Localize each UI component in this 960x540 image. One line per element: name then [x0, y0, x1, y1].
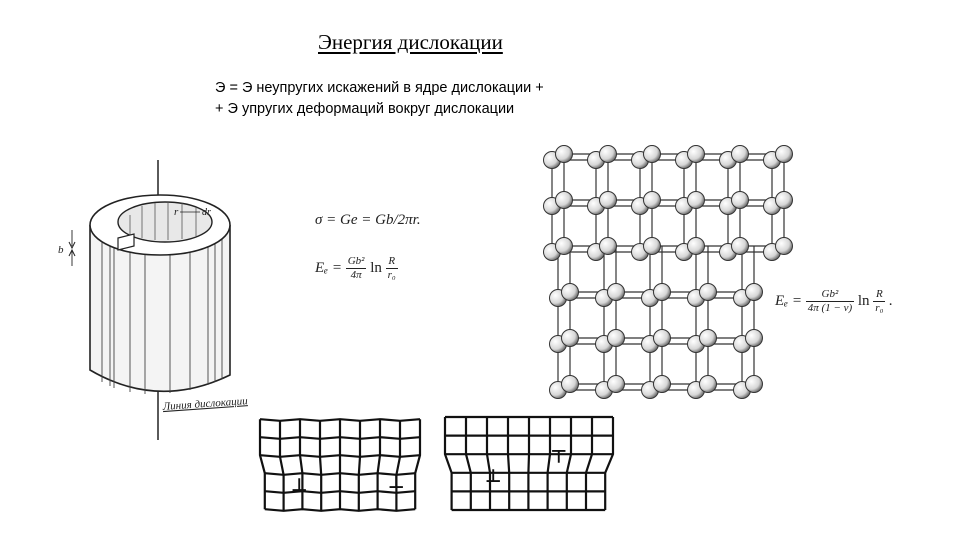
lattice-atom	[608, 284, 625, 301]
energy-formula-screw-fraction	[346, 255, 367, 282]
energy-formula-edge	[775, 288, 893, 315]
energy-formula-edge-denominator: 4π (1 − ν)	[807, 302, 853, 314]
dislocation-symbol-right-1: ⊥	[550, 445, 567, 466]
energy-formula-edge-numerator: Gb²	[806, 288, 854, 302]
lattice-atom	[600, 146, 617, 163]
label-b: b	[58, 244, 64, 256]
energy-formula-screw-denominator: 4π	[350, 269, 362, 281]
grid-vertical-line	[320, 421, 321, 511]
lattice-atom	[654, 284, 671, 301]
energy-formula-edge-ln: ln	[857, 292, 870, 309]
lattice-atom	[732, 238, 749, 255]
lattice-atom	[654, 330, 671, 347]
lattice-atom	[608, 330, 625, 347]
edge-dislocation-grid-right	[445, 412, 615, 512]
lattice-atom	[776, 238, 793, 255]
lattice-atom	[644, 146, 661, 163]
lattice-atom	[746, 284, 763, 301]
lattice-atom	[562, 376, 579, 393]
dislocation-symbol-left-2: ⊥	[388, 472, 405, 493]
lattice-atom	[732, 192, 749, 209]
lattice-atom	[776, 192, 793, 209]
energy-formula-edge-ln-denominator: r₀	[875, 302, 884, 314]
energy-formula-edge-ln-numerator: R	[873, 288, 885, 302]
lattice-atom	[556, 146, 573, 163]
lattice-atom	[644, 238, 661, 255]
energy-formula-screw-lhs: Eₑ =	[315, 259, 342, 276]
energy-formula-screw-ln-numerator: R	[386, 255, 398, 269]
dislocation-symbol-right-2: ⊥	[485, 466, 502, 487]
energy-formula-edge-fraction	[806, 288, 854, 315]
label-r: r	[174, 206, 179, 218]
label-dr: dr	[202, 207, 211, 218]
energy-formula-screw-numerator: Gb²	[347, 255, 365, 267]
slide-title: Энергия дислокации	[318, 30, 503, 54]
edge-dislocation-grid-left	[255, 415, 425, 515]
energy-formula-edge-lhs: Eₑ =	[775, 292, 802, 309]
grid-vertical-line	[359, 421, 360, 511]
lattice-atom	[600, 238, 617, 255]
energy-formula-screw-ln: ln	[370, 259, 382, 276]
lattice-atom	[732, 146, 749, 163]
hollow-cylinder-figure	[50, 160, 250, 445]
lattice-atom	[556, 238, 573, 255]
lattice-atom	[746, 330, 763, 347]
grid-vertical-line	[528, 417, 529, 510]
energy-formula-screw-ln-fraction	[386, 255, 398, 282]
lattice-atom	[600, 192, 617, 209]
lattice-atom	[776, 146, 793, 163]
stress-formula: σ = Ge = Gb/2πr.	[315, 212, 421, 228]
lattice-atom	[556, 192, 573, 209]
grid-vertical-line	[508, 417, 509, 510]
energy-definition-line-2: + Э упругих деформаций вокруг дислокации	[215, 101, 515, 117]
lattice-atom	[688, 146, 705, 163]
lattice-atom	[688, 238, 705, 255]
lattice-atom	[688, 192, 705, 209]
lattice-atom	[700, 376, 717, 393]
lattice-atom	[654, 376, 671, 393]
energy-formula-screw	[315, 255, 398, 282]
lattice-atom	[562, 284, 579, 301]
energy-definition-line-1: Э = Э неупругих искажений в ядре дислокации +	[215, 80, 544, 96]
energy-formula-edge-ln-fraction	[873, 288, 885, 315]
lattice-atom	[608, 376, 625, 393]
lattice-atom	[746, 376, 763, 393]
energy-formula-screw-ln-denominator: r₀	[387, 269, 396, 281]
lattice-atom	[562, 330, 579, 347]
lattice-atom	[644, 192, 661, 209]
lattice-atom	[700, 330, 717, 347]
label-dislocation-line: Линия дислокации	[162, 395, 249, 413]
edge-dislocation-lattice-figure	[530, 145, 780, 405]
dislocation-symbol-left-1: ⊥	[291, 475, 308, 496]
lattice-atom	[700, 284, 717, 301]
energy-formula-edge-tail: .	[889, 292, 893, 309]
